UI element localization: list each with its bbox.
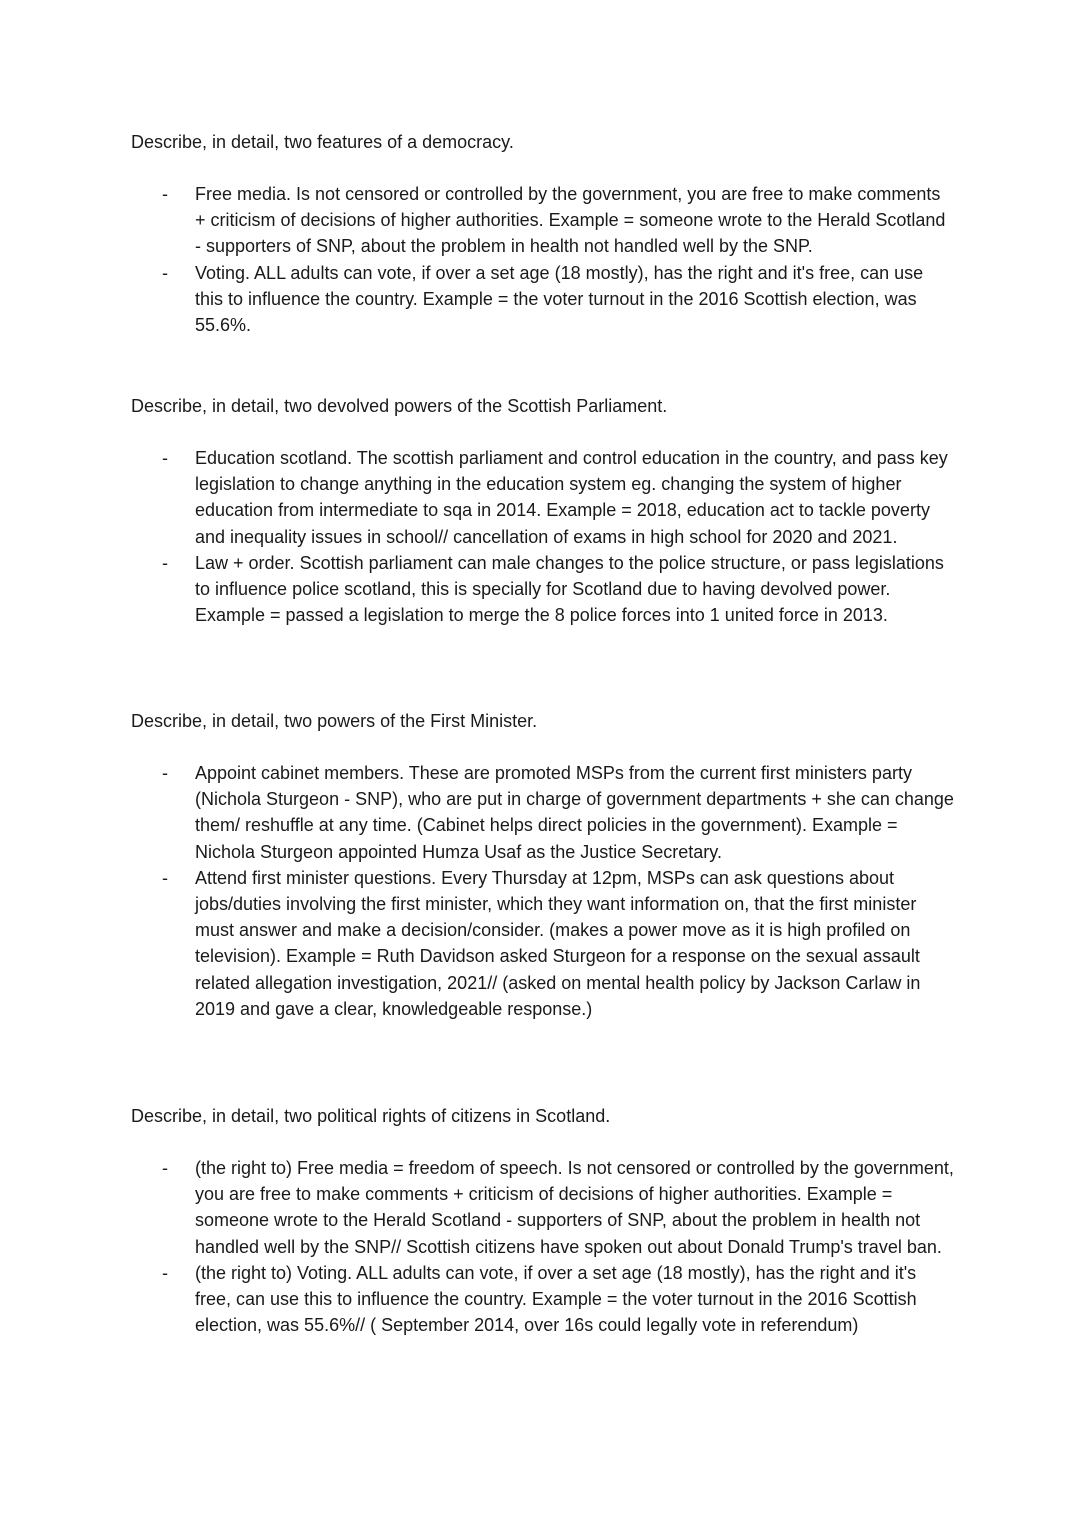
question-heading: Describe, in detail, two features of a democracy. [131, 132, 514, 152]
answer-text: (the right to) Voting. ALL adults can vote, if over a set age (18 mostly), has the right and it's free, can use this to influence the country. Example = the voter turnout in the 2016 Scottish election, was 55.6%// ( September 2014, over 16s could legally vote in referendum) [195, 1262, 917, 1336]
answer-text: (the right to) Free media = freedom of speech. Is not censored or controlled by the government, you are free to make comments + criticism of decisions of higher authorities. Example = someone wrote to the Herald Scotland - supporters of SNP, about the problem in health not handled well by the SNP// Scottish citizens have spoken out about Donald Trump's travel ban. [195, 1158, 954, 1257]
dash-bullet: - [162, 1158, 168, 1178]
list-item [131, 260, 961, 339]
list-item [131, 181, 961, 260]
list-item [131, 760, 961, 865]
answer-text: Education scotland. The scottish parliament and control education in the country, and pass key legislation to change anything in the education system eg. changing the system of higher education from intermediate to sqa in 2014. Example = 2018, education act to tackle poverty and inequality issues in school// cancellation of exams in high school for 2020 and 2021. [195, 448, 948, 547]
answer-text: Appoint cabinet members. These are promoted MSPs from the current first ministers party (Nichola Sturgeon - SNP), who are put in charge of government departments + she can change them/ reshuffle at any time. (Cabinet helps direct policies in the government). Example = Nichola Sturgeon appointed Humza Usaf as the Justice Secretary. [195, 763, 954, 862]
answer-text: Law + order. Scottish parliament can male changes to the police structure, or pass legislations to influence police scotland, this is specially for Scotland due to having devolved power. Example = passed a legislation to merge the 8 police forces into 1 united force in 2013. [195, 552, 944, 626]
list-item [131, 550, 961, 629]
dash-bullet: - [162, 1262, 168, 1283]
answer-text: Attend first minister questions. Every Thursday at 12pm, MSPs can ask questions about jobs/duties involving the first minister, which they want information on, that the first minister must answer and make a decision/consider. (makes a power move as it is high profiled on television). Example = Ruth Davidson asked Sturgeon for a response on the sexual assault related allegation investigation, 2021// (asked on mental health policy by Jackson Carlaw in 2019 and gave a clear, knowledgeable response.) [195, 867, 921, 1019]
answer-list [131, 181, 961, 338]
dash-bullet: - [162, 448, 168, 468]
dash-bullet: - [162, 184, 168, 204]
section-democracy-features [131, 129, 961, 338]
dash-bullet: - [162, 867, 168, 888]
section-political-rights [131, 1103, 961, 1338]
answer-text: Free media. Is not censored or controlled by the government, you are free to make comments + criticism of decisions of higher authorities. Example = someone wrote to the Herald Scotland - supporters of SNP, about the problem in health not handled well by the SNP. [195, 184, 946, 257]
section-first-minister-powers [131, 708, 961, 1022]
list-item [131, 1260, 961, 1339]
question-heading: Describe, in detail, two devolved powers of the Scottish Parliament. [131, 396, 668, 416]
section-devolved-powers [131, 393, 961, 628]
dash-bullet: - [162, 763, 168, 783]
answer-list [131, 445, 961, 628]
dash-bullet: - [162, 262, 168, 283]
list-item [131, 445, 961, 550]
question-heading: Describe, in detail, two powers of the First Minister. [131, 711, 538, 731]
answer-text: Voting. ALL adults can vote, if over a set age (18 mostly), has the right and it's free, can use this to influence the country. Example = the voter turnout in the 2016 Scottish election, was 55.6%. [195, 262, 924, 336]
dash-bullet: - [162, 552, 168, 573]
answer-list [131, 760, 961, 1022]
list-item [131, 865, 961, 1022]
list-item [131, 1155, 961, 1260]
answer-list [131, 1155, 961, 1338]
question-heading: Describe, in detail, two political rights of citizens in Scotland. [131, 1106, 611, 1126]
